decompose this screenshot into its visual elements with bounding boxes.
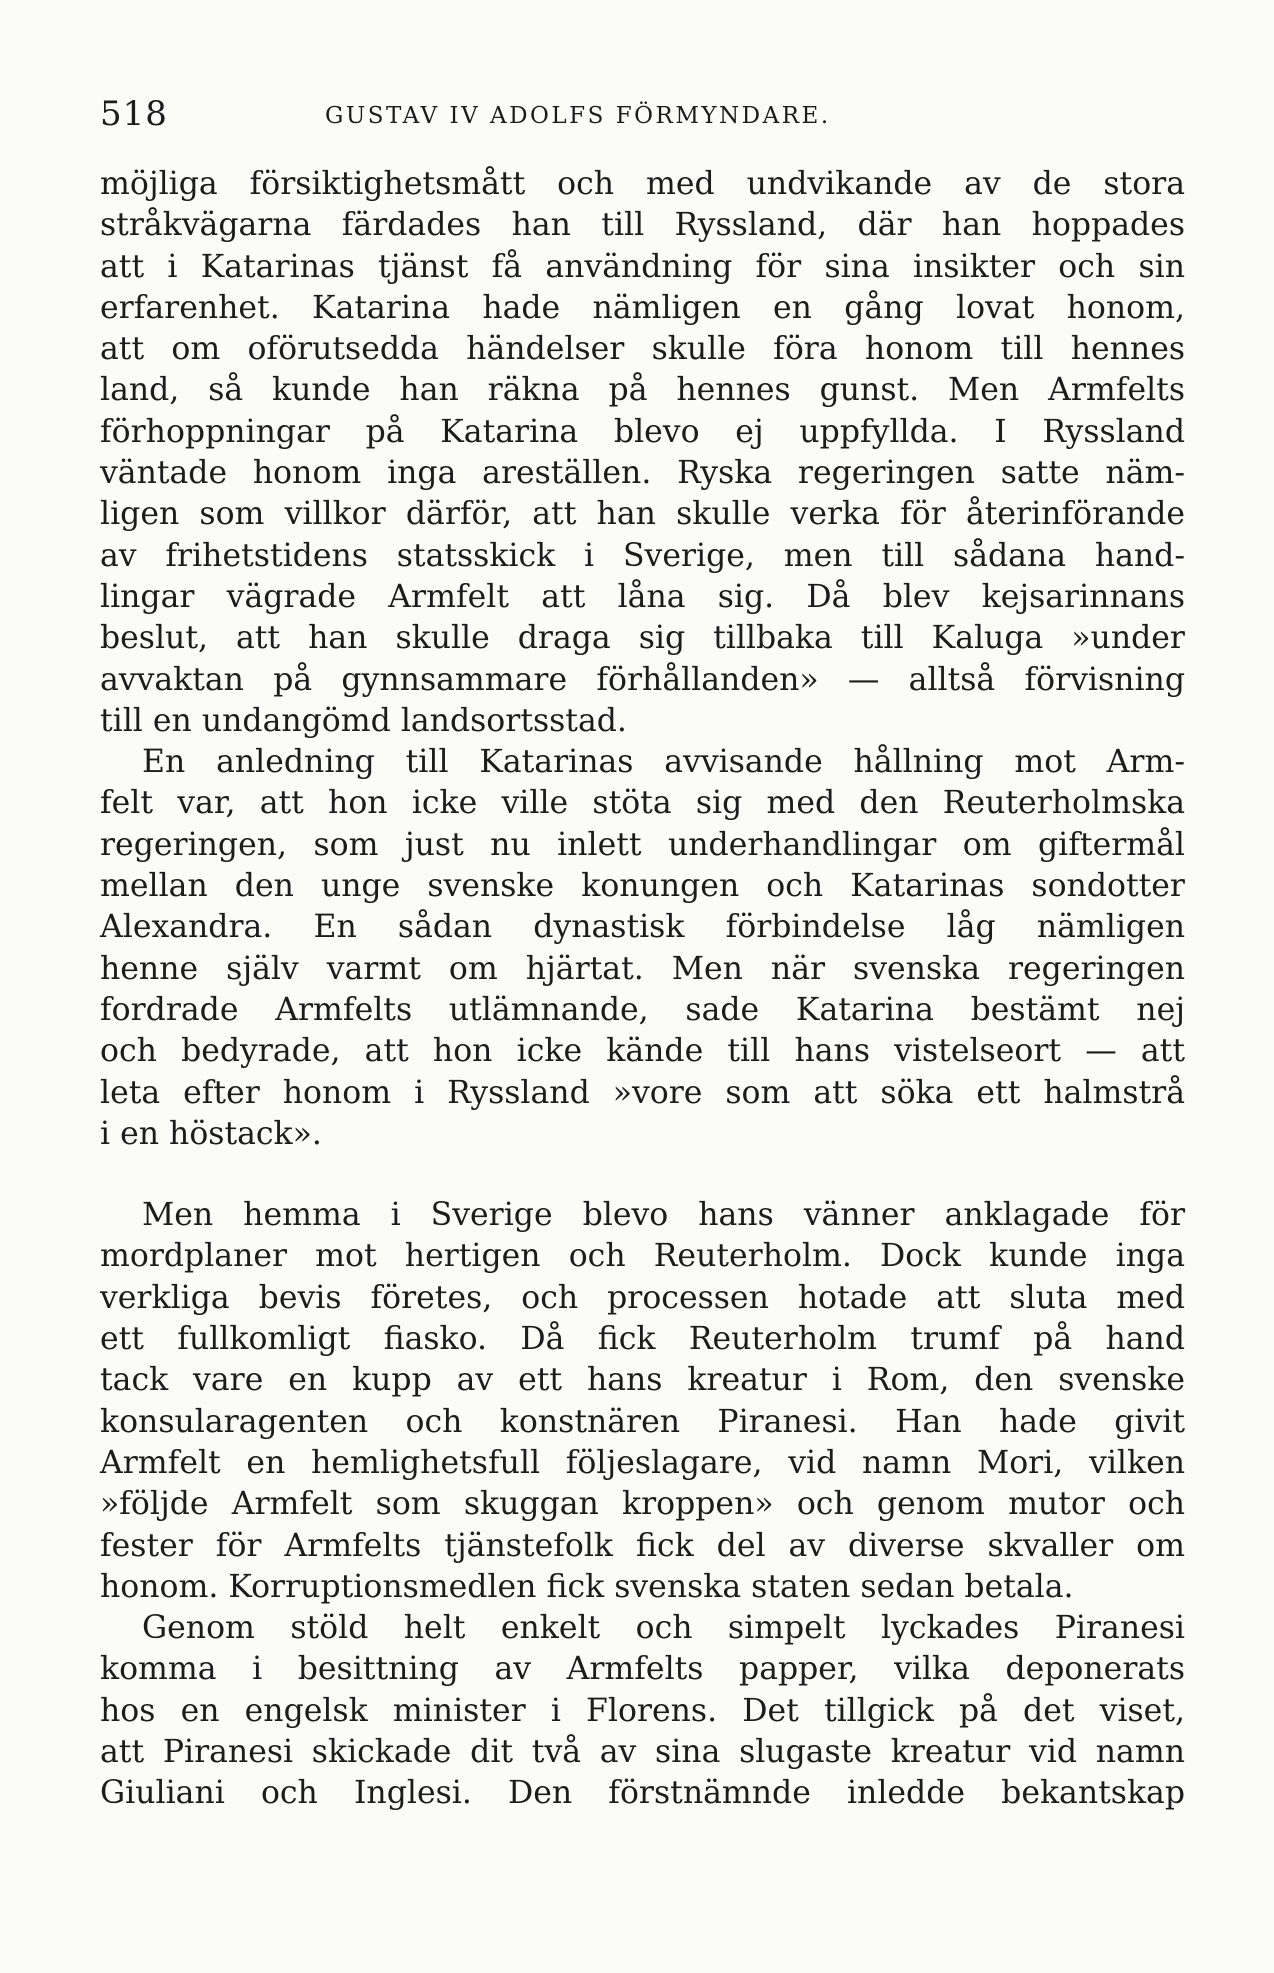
running-head: GUSTAV IV ADOLFS FÖRMYNDARE.	[325, 103, 831, 129]
paragraph-4	[100, 1608, 1185, 1814]
text-line: att om oförutsedda händelser skulle föra honom till hennes	[100, 331, 1185, 368]
text-line: hos en engelsk minister i Florens. Det tillgick på det viset,	[100, 1692, 1185, 1729]
page-header	[100, 92, 1185, 136]
text-line: av frihetstidens statsskick i Sverige, men till sådana hand-	[100, 537, 1185, 574]
text-line: lingar vägrade Armfelt att låna sig. Då blev kejsarinnans	[100, 578, 1185, 615]
text-line: att Piranesi skickade dit två av sina slugaste kreatur vid namn	[100, 1733, 1185, 1770]
text-line: Men hemma i Sverige blevo hans vänner anklagade för	[142, 1197, 1185, 1234]
text-line: Genom stöld helt enkelt och simpelt lyckades Piranesi	[142, 1610, 1185, 1647]
paragraph-2	[100, 742, 1185, 1155]
text-line: fordrade Armfelts utlämnande, sade Katarina bestämt nej	[100, 991, 1185, 1028]
text-line: tack vare en kupp av ett hans kreatur i Rom, den svenske	[100, 1362, 1185, 1399]
paragraph-1	[100, 164, 1185, 742]
text-line: ett fullkomligt fiasko. Då fick Reuterholm trumf på hand	[100, 1321, 1185, 1358]
text-line: konsularagenten och konstnären Piranesi. Han hade givit	[100, 1403, 1185, 1440]
text-line: fester för Armfelts tjänstefolk fick del av diverse skvaller om	[100, 1527, 1185, 1564]
text-line: En anledning till Katarinas avvisande hållning mot Arm-	[142, 744, 1185, 781]
text-line: i en höstack».	[100, 1115, 322, 1152]
text-line: ligen som villkor därför, att han skulle verka för återinförande	[100, 496, 1185, 533]
text-line: komma i besittning av Armfelts papper, vilka deponerats	[100, 1651, 1185, 1688]
text-line: beslut, att han skulle draga sig tillbaka till Kaluga »under	[100, 620, 1185, 657]
body-text	[100, 164, 1185, 1815]
page-number: 518	[100, 94, 168, 134]
text-line: felt var, att hon icke ville stöta sig med den Reuterholmska	[100, 785, 1185, 822]
text-line: erfarenhet. Katarina hade nämligen en gång lovat honom,	[100, 289, 1185, 326]
text-line: mordplaner mot hertigen och Reuterholm. Dock kunde inga	[100, 1238, 1185, 1275]
text-line: till en undangömd landsortsstad.	[100, 702, 627, 739]
text-line: möjliga försiktighetsmått och med undvikande av de stora	[100, 166, 1185, 202]
text-line: »följde Armfelt som skuggan kroppen» och genom mutor och	[100, 1486, 1185, 1523]
text-line: honom. Korruptionsmedlen fick svenska staten sedan betala.	[100, 1568, 1074, 1605]
text-line: henne själv varmt om hjärtat. Men när svenska regeringen	[100, 950, 1185, 987]
text-line: stråkvägarna färdades han till Ryssland, där han hoppades	[100, 207, 1185, 244]
text-line: Armfelt en hemlighetsfull följeslagare, vid namn Mori, vilken	[100, 1444, 1185, 1481]
text-line: förhoppningar på Katarina blevo ej uppfyllda. I Ryssland	[100, 413, 1185, 450]
text-line: land, så kunde han räkna på hennes gunst. Men Armfelts	[100, 372, 1185, 409]
text-line: att i Katarinas tjänst få användning för sina insikter och sin	[100, 248, 1185, 285]
section-gap	[100, 1155, 1185, 1195]
paragraph-3	[100, 1195, 1185, 1608]
text-line: väntade honom inga areställen. Ryska regeringen satte näm-	[100, 455, 1185, 492]
text-line: verkliga bevis företes, och processen hotade att sluta med	[100, 1279, 1185, 1316]
text-line: Giuliani och Inglesi. Den förstnämnde inledde bekantskap	[100, 1775, 1185, 1812]
text-line: mellan den unge svenske konungen och Katarinas sondotter	[100, 868, 1185, 905]
text-line: avvaktan på gynnsammare förhållanden» — alltså förvisning	[100, 661, 1185, 698]
text-line: Alexandra. En sådan dynastisk förbindelse låg nämligen	[100, 909, 1185, 946]
text-line: regeringen, som just nu inlett underhandlingar om giftermål	[100, 826, 1185, 863]
text-line: leta efter honom i Ryssland »vore som att söka ett halmstrå	[100, 1074, 1185, 1111]
text-line: och bedyrade, att hon icke kände till hans vistelseort — att	[100, 1033, 1185, 1070]
